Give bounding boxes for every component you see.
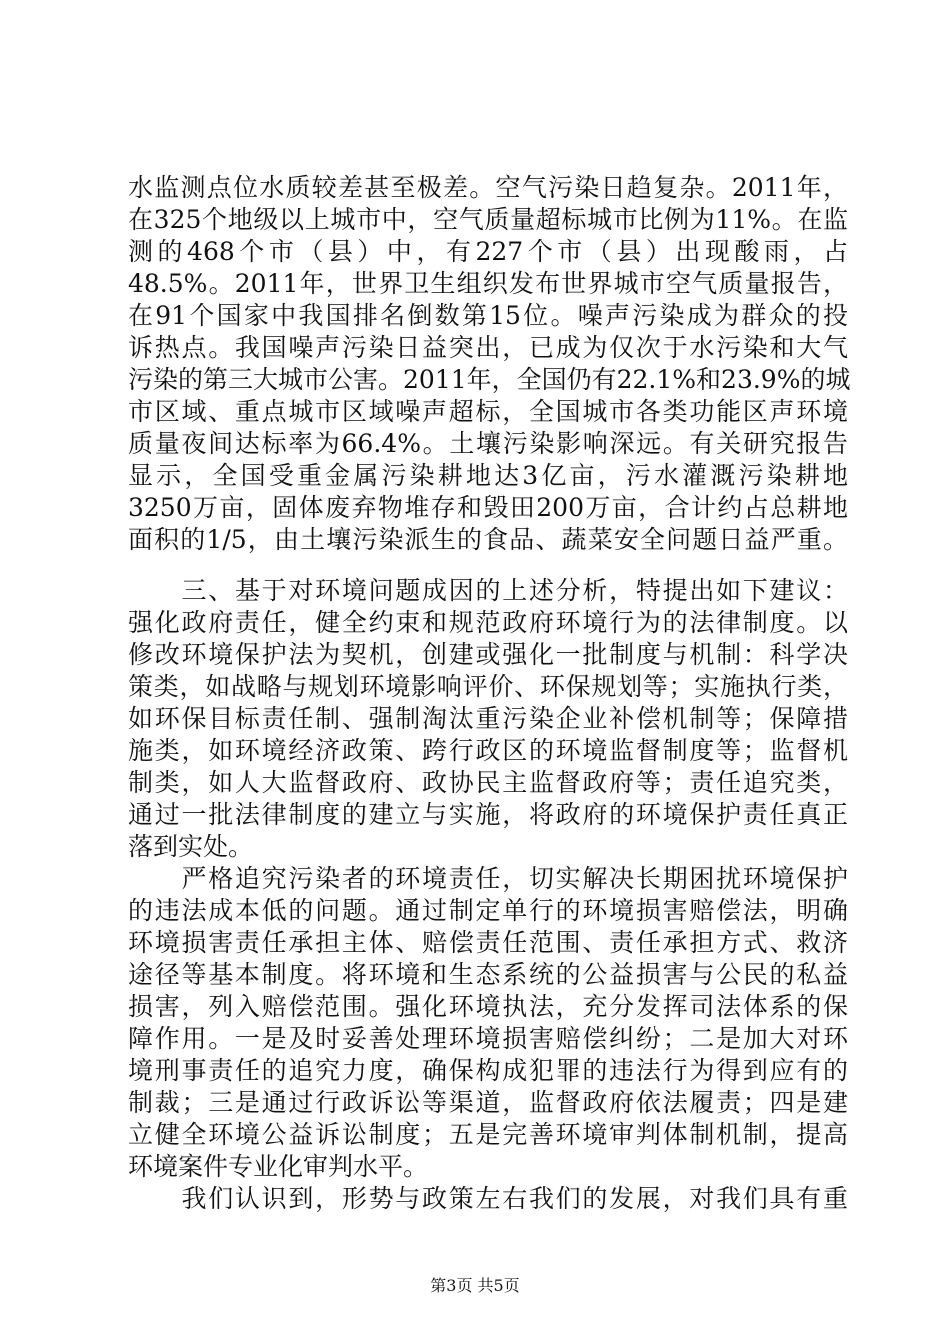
- paragraph-block-pollution: [128, 172, 851, 556]
- text-line: 强化政府责任，健全约束和规范政府环境行为的法律制度。以: [128, 608, 848, 637]
- text-line: 三、基于对环境问题成因的上述分析，特提出如下建议：: [128, 576, 848, 605]
- text-line: 通过一批法律制度的建立与实施，将政府的环境保护责任真正: [128, 800, 848, 829]
- text-line: 测的468个市（县）中，有227个市（县）出现酸雨，占: [128, 237, 848, 266]
- text-line: 水监测点位水质较差甚至极差。空气污染日趋复杂。2011年，: [128, 173, 848, 202]
- text-line: 质量夜间达标率为66.4%。土壤污染影响深远。有关研究报告: [128, 429, 848, 458]
- text-line: 3250万亩，固体废弃物堆存和毁田200万亩，合计约占总耕地: [128, 493, 848, 522]
- text-line: 严格追究污染者的环境责任，切实解决长期困扰环境保护: [128, 864, 848, 893]
- text-line: 48.5%。2011年，世界卫生组织发布世界城市空气质量报告，: [128, 269, 848, 298]
- text-line: 制裁；三是通过行政诉讼等渠道，监督政府依法履责；四是建: [128, 1088, 848, 1117]
- text-line: 修改环境保护法为契机，创建或强化一批制度与机制：科学决: [128, 640, 848, 669]
- text-line: 在325个地级以上城市中，空气质量超标城市比例为11%。在监: [128, 205, 848, 234]
- text-line: 环境案件专业化审判水平。: [128, 1152, 429, 1181]
- text-line: 施类，如环境经济政策、跨行政区的环境监督制度等；监督机: [128, 736, 848, 765]
- text-line: 立健全环境公益诉讼制度；五是完善环境审判体制机制，提高: [128, 1120, 848, 1149]
- text-line: 诉热点。我国噪声污染日益突出，已成为仅次于水污染和大气: [128, 333, 848, 362]
- text-line: 障作用。一是及时妥善处理环境损害赔偿纠纷；二是加大对环: [128, 1024, 848, 1053]
- text-line: 市区域、重点城市区域噪声超标，全国城市各类功能区声环境: [128, 397, 848, 426]
- text-line: 落到实处。: [128, 832, 254, 861]
- text-line: 环境损害责任承担主体、赔偿责任范围、责任承担方式、救济: [128, 928, 848, 957]
- paragraph-block-recommendations: [128, 575, 848, 1215]
- text-line: 面积的1/5，由土壤污染派生的食品、蔬菜安全问题日益严重。: [128, 525, 848, 554]
- text-line: 显示，全国受重金属污染耕地达3亿亩，污水灌溉污染耕地: [128, 461, 848, 490]
- text-line: 如环保目标责任制、强制淘汰重污染企业补偿机制等；保障措: [128, 704, 848, 733]
- page-footer: 第3页 共5页: [430, 1276, 520, 1295]
- text-line: 制类，如人大监督政府、政协民主监督政府等；责任追究类，: [128, 768, 848, 797]
- text-line: 在91个国家中我国排名倒数第15位。噪声污染成为群众的投: [128, 301, 848, 330]
- text-line: 我们认识到，形势与政策左右我们的发展，对我们具有重: [128, 1184, 848, 1213]
- text-line: 途径等基本制度。将环境和生态系统的公益损害与公民的私益: [128, 960, 848, 989]
- text-line: 损害，列入赔偿范围。强化环境执法，充分发挥司法体系的保: [128, 992, 848, 1021]
- text-line: 境刑事责任的追究力度，确保构成犯罪的违法行为得到应有的: [128, 1056, 848, 1085]
- text-line: 污染的第三大城市公害。2011年，全国仍有22.1%和23.9%的城: [128, 365, 851, 394]
- text-line: 的违法成本低的问题。通过制定单行的环境损害赔偿法，明确: [128, 896, 848, 925]
- text-line: 策类，如战略与规划环境影响评价、环保规划等；实施执行类，: [128, 672, 848, 701]
